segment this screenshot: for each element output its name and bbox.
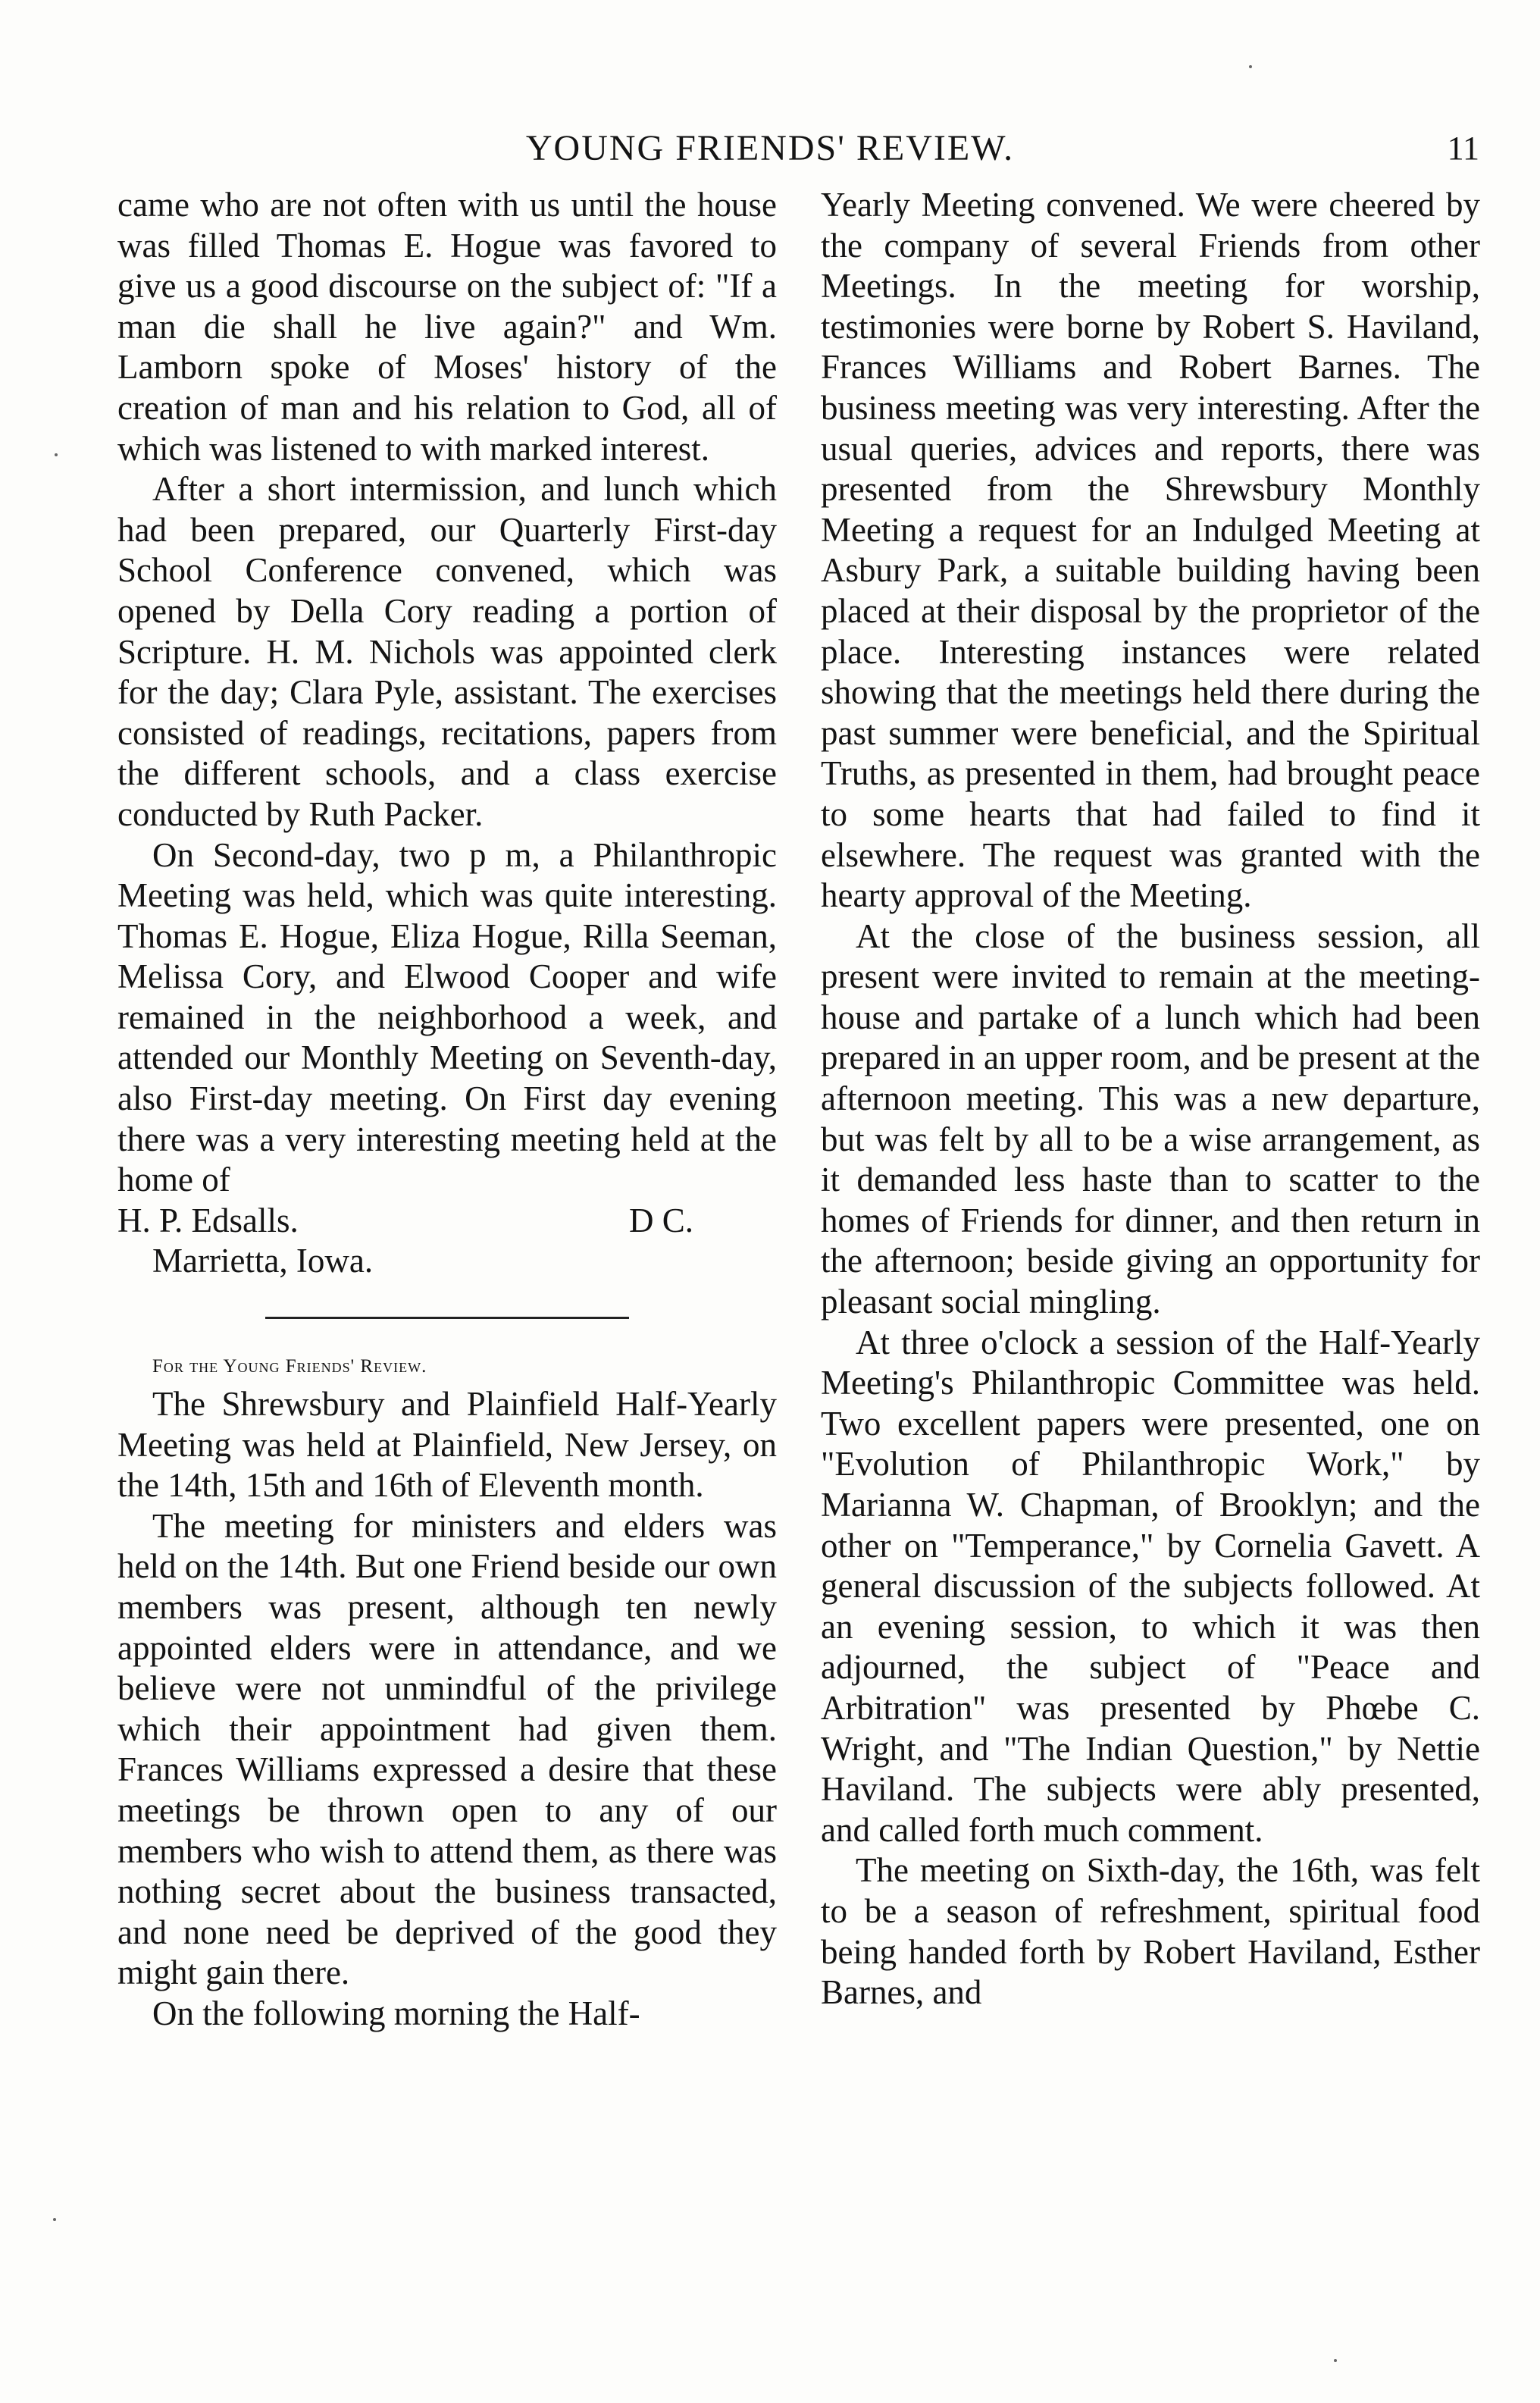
dateline-place: Marrietta, Iowa.: [152, 1242, 374, 1280]
page-header: [0, 121, 1540, 176]
left-paragraph-6: On the following morning the Half-: [152, 1994, 640, 2032]
print-speck: [1334, 2359, 1337, 2362]
right-column: [821, 185, 1480, 2013]
right-paragraph-3: At three o'clock a session of the Half-Yearly Meeting's Philanthropic Committee was held. Two excellent papers were presented, one on "Evolution of Philanthropic Work," by Marianna W. Chapman, of Brooklyn; and the other on "Temperance," by Cornelia Gavett. A general discussion of the subjects followed. At an evening session, to which it was then adjourned, the subject of "Peace and Arbitration" was presented by Phœbe C. Wright, and "The Indian Question," by Nettie Haviland. The subjects were ably presented, and called forth much comment.: [821, 1323, 1480, 1849]
article-credit: For the Young Friends' Review.: [152, 1356, 427, 1377]
right-paragraph-1: Yearly Meeting convened. We were cheered by the company of several Friends from other Meetings. In the meeting for worship, testimonies were borne by Robert S. Haviland, Frances Williams and Robert Barnes. The business meeting was very interesting. After the usual queries, advices and reports, there was presented from the Shrewsbury Monthly Meeting a request for an Indulged Meeting at Asbury Park, a suitable building having been placed at their disposal by the proprietor of the place. Interesting instances were related showing that the meetings held there during the past summer were beneficial, and the Spiritual Truths, as presented in them, had brought peace to some hearts that had failed to find it elsewhere. The request was granted with the hearty approval of the Meeting.: [821, 186, 1480, 915]
print-speck: [1249, 65, 1252, 68]
left-paragraph-3: On Second-day, two p m, a Philanthropic Meeting was held, which was quite interesting. Thomas E. Hogue, Eliza Hogue, Rilla Seeman, Melissa Cory, and Elwood Cooper and wife remained in the neighborhood a week, and attended our Monthly Meeting on Seventh-day, also First-day meeting. On First day evening there was a very interesting meeting held at the home of: [117, 835, 777, 1199]
signature-initials: D C.: [628, 1201, 693, 1239]
left-paragraph-2: After a short intermission, and lunch which had been prepared, our Quarterly First-day School Conference convened, which was opened by Della Cory reading a portion of Scripture. H. M. Nichols was appointed clerk for the day; Clara Pyle, assistant. The exercises consisted of readings, recitations, papers from the different schools, and a class exercise conducted by Ruth Packer.: [117, 470, 777, 833]
signature-line: [117, 1201, 777, 1242]
left-column: [117, 185, 777, 2035]
print-speck: [55, 453, 58, 456]
print-speck: [53, 2218, 56, 2221]
page-number: 11: [1447, 130, 1479, 167]
right-paragraph-4: The meeting on Sixth-day, the 16th, was felt to be a season of refreshment, spiritual food being handed forth by Robert Haviland, Esther Barnes, and: [821, 1851, 1480, 2012]
left-paragraph-5: The meeting for ministers and elders was held on the 14th. But one Friend beside our own members was present, although ten newly appointed elders were in attendance, and we believe were not unmindful of the privilege which their appointment had given them. Frances Williams expressed a desire that these meetings be thrown open to any of our members who wish to attend them, as there was nothing secret about the business transacted, and none need be deprived of the good they might gain there.: [117, 1506, 777, 1992]
left-paragraph-4: The Shrewsbury and Plainfield Half-Yearly Meeting was held at Plainfield, New Jersey, on the 14th, 15th and 16th of Eleventh month.: [117, 1385, 777, 1505]
signature-name: H. P. Edsalls.: [117, 1201, 299, 1239]
right-paragraph-2: At the close of the business session, all present were invited to remain at the meeting-house and partake of a lunch which had been prepared in an upper room, and be present at the afternoon meeting. This was a new departure, but was felt by all to be a wise arrangement, as it demanded less haste than to scatter to the homes of Friends for dinner, and then return in the afternoon; beside giving an opportunity for pleasant social mingling.: [821, 916, 1480, 1321]
section-divider: [265, 1317, 629, 1319]
left-paragraph-1: came who are not often with us until the house was filled Thomas E. Hogue was favored to give us a good discourse on the subject of: "If a man die shall he live again?" and Wm. Lamborn spoke of Moses' history of the creation of man and his relation to God, all of which was listened to with marked interest.: [117, 186, 777, 468]
running-title: YOUNG FRIENDS' REVIEW.: [525, 128, 1015, 168]
